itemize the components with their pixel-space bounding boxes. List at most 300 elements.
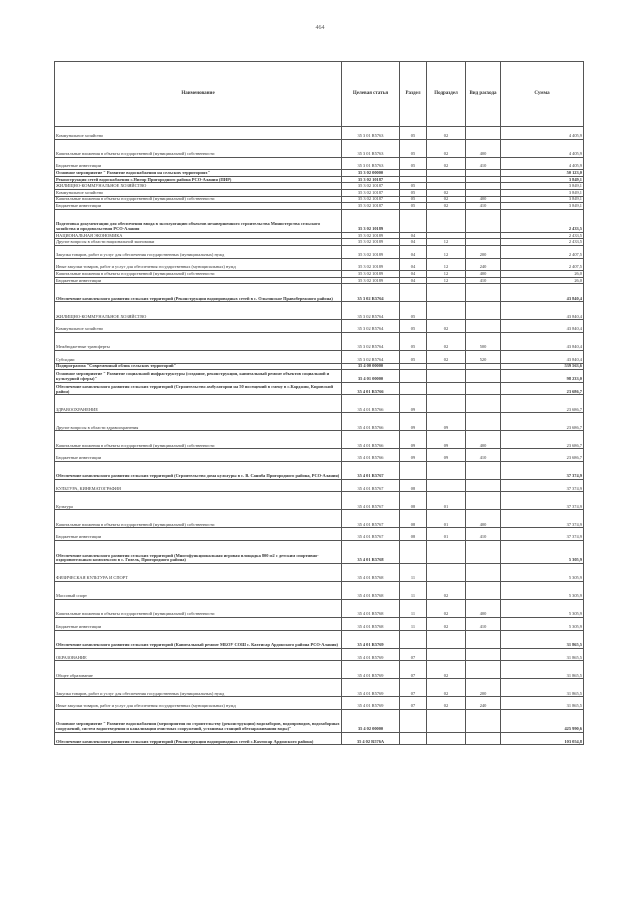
cell-expense-type: 400 — [466, 431, 501, 449]
cell-section: 08 — [400, 479, 427, 492]
cell-expense-type — [466, 302, 501, 320]
cell-target: 35 4 01 R5767 — [342, 510, 400, 528]
cell-target: 35 3 02 10189 — [342, 271, 400, 278]
cell-sum: 23 686,7 — [501, 395, 584, 413]
cell-expense-type — [466, 564, 501, 582]
cell-expense-type — [466, 541, 501, 564]
cell-name: Капитальные вложения в объекты государственной (муниципальной) собственности — [55, 431, 342, 449]
cell-sum: 23 686,7 — [501, 449, 584, 462]
cell-section: 05 — [400, 320, 427, 333]
table-row — [55, 479, 584, 492]
cell-subsection: 12 — [427, 277, 466, 284]
cell-target: 35 4 00 00000 — [342, 363, 400, 370]
table-row — [55, 350, 584, 363]
header-section: Раздел — [400, 62, 427, 127]
table-row — [55, 370, 584, 383]
cell-expense-type — [466, 630, 501, 648]
cell-name: Бюджетные инвестиции — [55, 277, 342, 284]
cell-target: 35 4 02 R576А — [342, 732, 400, 745]
cell-section: 11 — [400, 582, 427, 600]
cell-subsection — [427, 479, 466, 492]
cell-target: 35 3 02 10189 — [342, 232, 400, 239]
cell-sum: 2 433,5 — [501, 239, 584, 246]
cell-subsection — [427, 732, 466, 745]
cell-name: Коммунальное хозяйство — [55, 320, 342, 333]
cell-section: 07 — [400, 679, 427, 697]
table-row — [55, 277, 584, 284]
cell-subsection: 01 — [427, 528, 466, 541]
cell-name: Капитальные вложения в объекты государственной (муниципальной) собственности — [55, 139, 342, 157]
cell-target: 35 4 01 R5768 — [342, 564, 400, 582]
cell-expense-type: 400 — [466, 196, 501, 203]
cell-subsection: 09 — [427, 413, 466, 431]
cell-name: Бюджетные инвестиции — [55, 449, 342, 462]
table-row — [55, 697, 584, 710]
cell-section: 04 — [400, 245, 427, 258]
cell-subsection — [427, 630, 466, 648]
cell-expense-type — [466, 176, 501, 183]
table-row — [55, 363, 584, 370]
cell-sum: 26,0 — [501, 277, 584, 284]
cell-name: Бюджетные инвестиции — [55, 618, 342, 631]
cell-sum: 37 374,9 — [501, 492, 584, 510]
cell-name: Коммунальное хозяйство — [55, 127, 342, 140]
cell-target: 35 3 02 00000 — [342, 170, 400, 177]
cell-sum: 4 405,9 — [501, 139, 584, 157]
cell-name: Подпрограмма "Современный облик сельских территорий" — [55, 363, 342, 370]
cell-expense-type — [466, 209, 501, 232]
cell-sum: 98 233,0 — [501, 370, 584, 383]
cell-subsection: 02 — [427, 332, 466, 350]
cell-sum: 5 305,9 — [501, 618, 584, 631]
table-row — [55, 461, 584, 479]
cell-target: 35 4 01 R5768 — [342, 541, 400, 564]
cell-section: 09 — [400, 395, 427, 413]
cell-name: Бюджетные инвестиции — [55, 528, 342, 541]
cell-sum: 31 865,5 — [501, 648, 584, 661]
cell-sum: 50 123,0 — [501, 170, 584, 177]
cell-sum: 5 305,9 — [501, 600, 584, 618]
cell-subsection — [427, 363, 466, 370]
cell-sum: 2 433,5 — [501, 232, 584, 239]
table-row — [55, 183, 584, 190]
cell-sum: 3 849,1 — [501, 183, 584, 190]
cell-sum: 539 563,6 — [501, 363, 584, 370]
cell-sum: 2 407,5 — [501, 258, 584, 271]
cell-expense-type — [466, 709, 501, 732]
cell-section: 11 — [400, 564, 427, 582]
cell-expense-type: 240 — [466, 697, 501, 710]
cell-subsection: 09 — [427, 449, 466, 462]
table-row — [55, 382, 584, 395]
cell-sum: 31 865,5 — [501, 697, 584, 710]
cell-expense-type — [466, 648, 501, 661]
cell-name: ЖИЛИЩНО-КОММУНАЛЬНОЕ ХОЗЯЙСТВО — [55, 302, 342, 320]
table-row — [55, 332, 584, 350]
cell-name: Закупка товаров, работ и услуг для обеспечения государственных (муниципальных) нужд — [55, 245, 342, 258]
cell-expense-type — [466, 395, 501, 413]
table-row — [55, 320, 584, 333]
cell-target: 35 4 01 R5766 — [342, 449, 400, 462]
cell-section: 07 — [400, 648, 427, 661]
table-row — [55, 732, 584, 745]
cell-section: 04 — [400, 271, 427, 278]
cell-name: Межбюджетные трансферты — [55, 332, 342, 350]
cell-expense-type: 200 — [466, 245, 501, 258]
table-row — [55, 630, 584, 648]
table-row — [55, 449, 584, 462]
cell-section: 05 — [400, 183, 427, 190]
cell-name: Иные закупки товаров, работ и услуг для обеспечения государственных (муниципальных) нужд — [55, 697, 342, 710]
cell-expense-type — [466, 661, 501, 679]
table-row — [55, 139, 584, 157]
table-row — [55, 431, 584, 449]
cell-sum: 43 840,4 — [501, 302, 584, 320]
table-row — [55, 582, 584, 600]
cell-section: 05 — [400, 350, 427, 363]
cell-expense-type — [466, 582, 501, 600]
cell-target: 35 3 01 R5763 — [342, 157, 400, 170]
cell-expense-type — [466, 370, 501, 383]
cell-subsection: 12 — [427, 258, 466, 271]
table-row — [55, 600, 584, 618]
cell-subsection — [427, 232, 466, 239]
cell-subsection — [427, 461, 466, 479]
cell-sum: 31 865,5 — [501, 661, 584, 679]
page-number: 464 — [315, 25, 325, 31]
cell-subsection — [427, 370, 466, 383]
cell-sum: 4 405,9 — [501, 127, 584, 140]
cell-target: 35 3 02 R5764 — [342, 332, 400, 350]
cell-name: Массовый спорт — [55, 582, 342, 600]
table-row — [55, 232, 584, 239]
cell-name: Обеспечение комплексного развития сельских территорий (Реконструкция водопроводных сетей в с. Ольгинское Правобережного района) — [55, 284, 342, 302]
cell-expense-type — [466, 382, 501, 395]
cell-section: 04 — [400, 277, 427, 284]
cell-sum: 43 840,4 — [501, 284, 584, 302]
cell-section — [400, 709, 427, 732]
table-row — [55, 284, 584, 302]
cell-section: 07 — [400, 697, 427, 710]
table-row — [55, 302, 584, 320]
table-row — [55, 661, 584, 679]
cell-name: ЗДРАВООХРАНЕНИЕ — [55, 395, 342, 413]
header-target: Целевая статья — [342, 62, 400, 127]
table-row — [55, 176, 584, 183]
cell-expense-type: 400 — [466, 271, 501, 278]
cell-expense-type — [466, 461, 501, 479]
cell-target: 35 4 01 R5768 — [342, 600, 400, 618]
cell-name: Обеспечение комплексного развития сельских территорий (Многофункциональная игровая площадка 800 м2 с детским спортивно-оздоровительным комплексом в с. Гизель, Пригородного района) — [55, 541, 342, 564]
cell-target: 35 4 01 R5768 — [342, 582, 400, 600]
header-expense-type: Вид расхода — [466, 62, 501, 127]
cell-sum: 5 305,9 — [501, 582, 584, 600]
cell-name: Реконструкция сетей водоснабжения с.Нигир Пригородного района РСО-Алания (ПИР) — [55, 176, 342, 183]
cell-subsection — [427, 564, 466, 582]
cell-target: 35 3 02 10187 — [342, 176, 400, 183]
table-row — [55, 170, 584, 177]
cell-sum: 43 840,4 — [501, 332, 584, 350]
cell-name: Подготовка документации для обеспечения ввода в эксплуатацию объектов незавершенного строительства Министерства сельского хозяйства и продовольствия РСО-Алания — [55, 209, 342, 232]
cell-subsection: 12 — [427, 245, 466, 258]
cell-sum: 23 686,7 — [501, 431, 584, 449]
cell-subsection — [427, 284, 466, 302]
cell-section: 05 — [400, 203, 427, 210]
cell-target: 35 4 01 R5769 — [342, 648, 400, 661]
table-row — [55, 239, 584, 246]
table-row — [55, 189, 584, 196]
table-row — [55, 492, 584, 510]
cell-name: Культура — [55, 492, 342, 510]
cell-target: 35 3 02 10189 — [342, 277, 400, 284]
cell-expense-type: 410 — [466, 528, 501, 541]
cell-target: 35 3 02 10189 — [342, 209, 400, 232]
cell-target: 35 3 02 R5764 — [342, 284, 400, 302]
cell-subsection: 02 — [427, 582, 466, 600]
cell-section: 08 — [400, 492, 427, 510]
cell-target: 35 3 01 R5763 — [342, 127, 400, 140]
cell-subsection — [427, 170, 466, 177]
cell-target: 35 4 02 00000 — [342, 709, 400, 732]
table-row — [55, 127, 584, 140]
cell-name: Обеспечение комплексного развития сельских территорий (Капитальный ремонт МБОУ СОШ с. Кахтисар Ардонского района РСО-Алания) — [55, 630, 342, 648]
cell-name: Коммунальное хозяйство — [55, 189, 342, 196]
cell-subsection: 02 — [427, 203, 466, 210]
cell-subsection: 12 — [427, 271, 466, 278]
table-row — [55, 157, 584, 170]
cell-section: 05 — [400, 332, 427, 350]
cell-section: 11 — [400, 600, 427, 618]
cell-section — [400, 363, 427, 370]
table-row — [55, 209, 584, 232]
table-row — [55, 510, 584, 528]
cell-name: Обеспечение комплексного развития сельских территорий (Строительство амбулатории на 50 посещений в смену в с.Карджин, Кировский район) — [55, 382, 342, 395]
cell-target: 35 3 02 10187 — [342, 203, 400, 210]
cell-target: 35 4 01 R5766 — [342, 382, 400, 395]
table-row — [55, 245, 584, 258]
cell-expense-type: 400 — [466, 600, 501, 618]
cell-section — [400, 541, 427, 564]
cell-section: 04 — [400, 232, 427, 239]
cell-expense-type: 240 — [466, 258, 501, 271]
table-row — [55, 271, 584, 278]
cell-name: Капитальные вложения в объекты государственной (муниципальной) собственности — [55, 600, 342, 618]
cell-name: Бюджетные инвестиции — [55, 157, 342, 170]
cell-expense-type — [466, 232, 501, 239]
header-subsection: Подраздел — [427, 62, 466, 127]
table-row — [55, 541, 584, 564]
table-row — [55, 618, 584, 631]
cell-section: 05 — [400, 127, 427, 140]
cell-subsection — [427, 395, 466, 413]
cell-expense-type — [466, 183, 501, 190]
cell-expense-type: 500 — [466, 332, 501, 350]
cell-expense-type: 400 — [466, 510, 501, 528]
cell-target: 35 4 01 R5767 — [342, 461, 400, 479]
cell-subsection: 02 — [427, 139, 466, 157]
cell-name: Капитальные вложения в объекты государственной (муниципальной) собственности — [55, 510, 342, 528]
cell-target: 35 3 02 R5764 — [342, 320, 400, 333]
cell-name: КУЛЬТУРА, КИНЕМАТОГРАФИЯ — [55, 479, 342, 492]
cell-expense-type: 410 — [466, 157, 501, 170]
cell-sum: 23 686,7 — [501, 382, 584, 395]
cell-expense-type — [466, 239, 501, 246]
cell-section: 05 — [400, 157, 427, 170]
cell-subsection — [427, 709, 466, 732]
cell-subsection: 02 — [427, 189, 466, 196]
cell-sum: 31 865,5 — [501, 630, 584, 648]
cell-sum: 3 849,1 — [501, 189, 584, 196]
cell-section: 08 — [400, 528, 427, 541]
cell-name: Закупка товаров, работ и услуг для обеспечения государственных (муниципальных) нужд — [55, 679, 342, 697]
cell-target: 35 4 01 R5769 — [342, 679, 400, 697]
table-row — [55, 528, 584, 541]
cell-expense-type — [466, 732, 501, 745]
cell-sum: 37 374,9 — [501, 510, 584, 528]
cell-target: 35 4 01 R5769 — [342, 661, 400, 679]
cell-subsection: 02 — [427, 196, 466, 203]
cell-section: 09 — [400, 413, 427, 431]
cell-expense-type — [466, 492, 501, 510]
cell-subsection: 02 — [427, 679, 466, 697]
cell-name: НАЦИОНАЛЬНАЯ ЭКОНОМИКА — [55, 232, 342, 239]
cell-subsection: 02 — [427, 157, 466, 170]
table-header — [55, 62, 584, 127]
cell-target: 35 4 01 R5766 — [342, 413, 400, 431]
cell-name: Бюджетные инвестиции — [55, 203, 342, 210]
cell-name: ОБРАЗОВАНИЕ — [55, 648, 342, 661]
cell-section: 05 — [400, 189, 427, 196]
cell-sum: 31 865,5 — [501, 679, 584, 697]
cell-subsection: 09 — [427, 431, 466, 449]
table-row — [55, 413, 584, 431]
cell-expense-type — [466, 413, 501, 431]
cell-name: Основное мероприятие " Развитие водоснабжения (мероприятия по строительству (реконструкции) водозаборов, водопроводов, водозаборных сооружений, систем водоотведения и канализации очистных сооружений, установка станций обеззараживания воды)" — [55, 709, 342, 732]
cell-subsection: 02 — [427, 618, 466, 631]
cell-subsection — [427, 382, 466, 395]
cell-section: 11 — [400, 618, 427, 631]
cell-sum: 43 840,4 — [501, 320, 584, 333]
cell-name: Обеспечение комплексного развития сельских территорий (Реконструкция водопроводных сетей с.Кахтисар Ардонского района) — [55, 732, 342, 745]
cell-expense-type: 520 — [466, 350, 501, 363]
cell-sum: 5 305,9 — [501, 564, 584, 582]
cell-section — [400, 370, 427, 383]
cell-name: Капитальные вложения в объекты государственной (муниципальной) собственности — [55, 271, 342, 278]
cell-sum: 43 840,4 — [501, 350, 584, 363]
cell-name: ФИЗИЧЕСКАЯ КУЛЬТУРА И СПОРТ — [55, 564, 342, 582]
cell-subsection — [427, 648, 466, 661]
cell-target: 35 3 02 10189 — [342, 258, 400, 271]
cell-sum: 37 374,9 — [501, 461, 584, 479]
cell-expense-type — [466, 320, 501, 333]
cell-target: 35 4 01 R5767 — [342, 492, 400, 510]
table-row — [55, 258, 584, 271]
cell-subsection — [427, 176, 466, 183]
cell-section — [400, 630, 427, 648]
cell-subsection — [427, 183, 466, 190]
cell-sum: 2 407,5 — [501, 245, 584, 258]
cell-section — [400, 461, 427, 479]
cell-expense-type — [466, 284, 501, 302]
cell-section — [400, 382, 427, 395]
cell-target: 35 3 02 10189 — [342, 239, 400, 246]
cell-target: 35 3 02 R5764 — [342, 302, 400, 320]
cell-target: 35 3 02 R5764 — [342, 350, 400, 363]
table-body — [55, 127, 584, 745]
header-sum: Сумма — [501, 62, 584, 127]
cell-subsection: 01 — [427, 492, 466, 510]
cell-expense-type: 410 — [466, 277, 501, 284]
cell-subsection: 02 — [427, 661, 466, 679]
cell-target: 35 3 01 R5763 — [342, 139, 400, 157]
cell-sum: 4 405,9 — [501, 157, 584, 170]
table-row — [55, 648, 584, 661]
cell-section: 04 — [400, 258, 427, 271]
cell-sum: 23 686,7 — [501, 413, 584, 431]
cell-subsection — [427, 302, 466, 320]
cell-expense-type: 410 — [466, 618, 501, 631]
cell-expense-type: 410 — [466, 203, 501, 210]
cell-sum: 103 054,8 — [501, 732, 584, 745]
cell-section: 07 — [400, 661, 427, 679]
cell-expense-type — [466, 127, 501, 140]
cell-expense-type: 400 — [466, 139, 501, 157]
cell-subsection: 12 — [427, 239, 466, 246]
cell-section: 05 — [400, 302, 427, 320]
cell-expense-type: 410 — [466, 449, 501, 462]
cell-target: 35 3 02 10187 — [342, 196, 400, 203]
cell-section — [400, 209, 427, 232]
cell-target: 35 4 01 R5768 — [342, 618, 400, 631]
cell-target: 35 4 01 R5767 — [342, 479, 400, 492]
cell-sum: 3 849,1 — [501, 203, 584, 210]
cell-section — [400, 170, 427, 177]
cell-sum: 26,0 — [501, 271, 584, 278]
cell-name: Капитальные вложения в объекты государственной (муниципальной) собственности — [55, 196, 342, 203]
cell-section: 09 — [400, 449, 427, 462]
cell-subsection — [427, 541, 466, 564]
cell-expense-type — [466, 363, 501, 370]
cell-name: Основное мероприятие " Развитие водоснабжения на сельских территориях" — [55, 170, 342, 177]
cell-name: Обеспечение комплексного развития сельских территорий (Строительство дома культуры в с. В. Саниба Пригородного района, РСО-Алания) — [55, 461, 342, 479]
cell-name: Субсидии — [55, 350, 342, 363]
cell-section: 05 — [400, 139, 427, 157]
cell-subsection: 01 — [427, 510, 466, 528]
cell-section: 05 — [400, 196, 427, 203]
cell-name: Другие вопросы в области здравоохранения — [55, 413, 342, 431]
cell-sum: 5 305,9 — [501, 541, 584, 564]
table-row — [55, 679, 584, 697]
cell-subsection: 02 — [427, 350, 466, 363]
cell-section: 04 — [400, 239, 427, 246]
cell-subsection: 02 — [427, 697, 466, 710]
cell-sum: 3 849,1 — [501, 176, 584, 183]
cell-expense-type — [466, 189, 501, 196]
cell-sum: 3 849,1 — [501, 196, 584, 203]
cell-target: 35 4 01 R5766 — [342, 431, 400, 449]
cell-name: Основное мероприятие " Развитие социальной инфраструктуры (создание, реконструкция, капитальный ремонт объектов социальной и культурной сферы)" — [55, 370, 342, 383]
table-row — [55, 196, 584, 203]
cell-section: 08 — [400, 510, 427, 528]
cell-sum: 37 374,9 — [501, 528, 584, 541]
cell-target: 35 4 01 00000 — [342, 370, 400, 383]
cell-name: Общее образование — [55, 661, 342, 679]
cell-section — [400, 176, 427, 183]
cell-target: 35 3 02 10189 — [342, 245, 400, 258]
cell-target: 35 4 01 R5767 — [342, 528, 400, 541]
cell-expense-type — [466, 170, 501, 177]
cell-target: 35 4 01 R5769 — [342, 630, 400, 648]
